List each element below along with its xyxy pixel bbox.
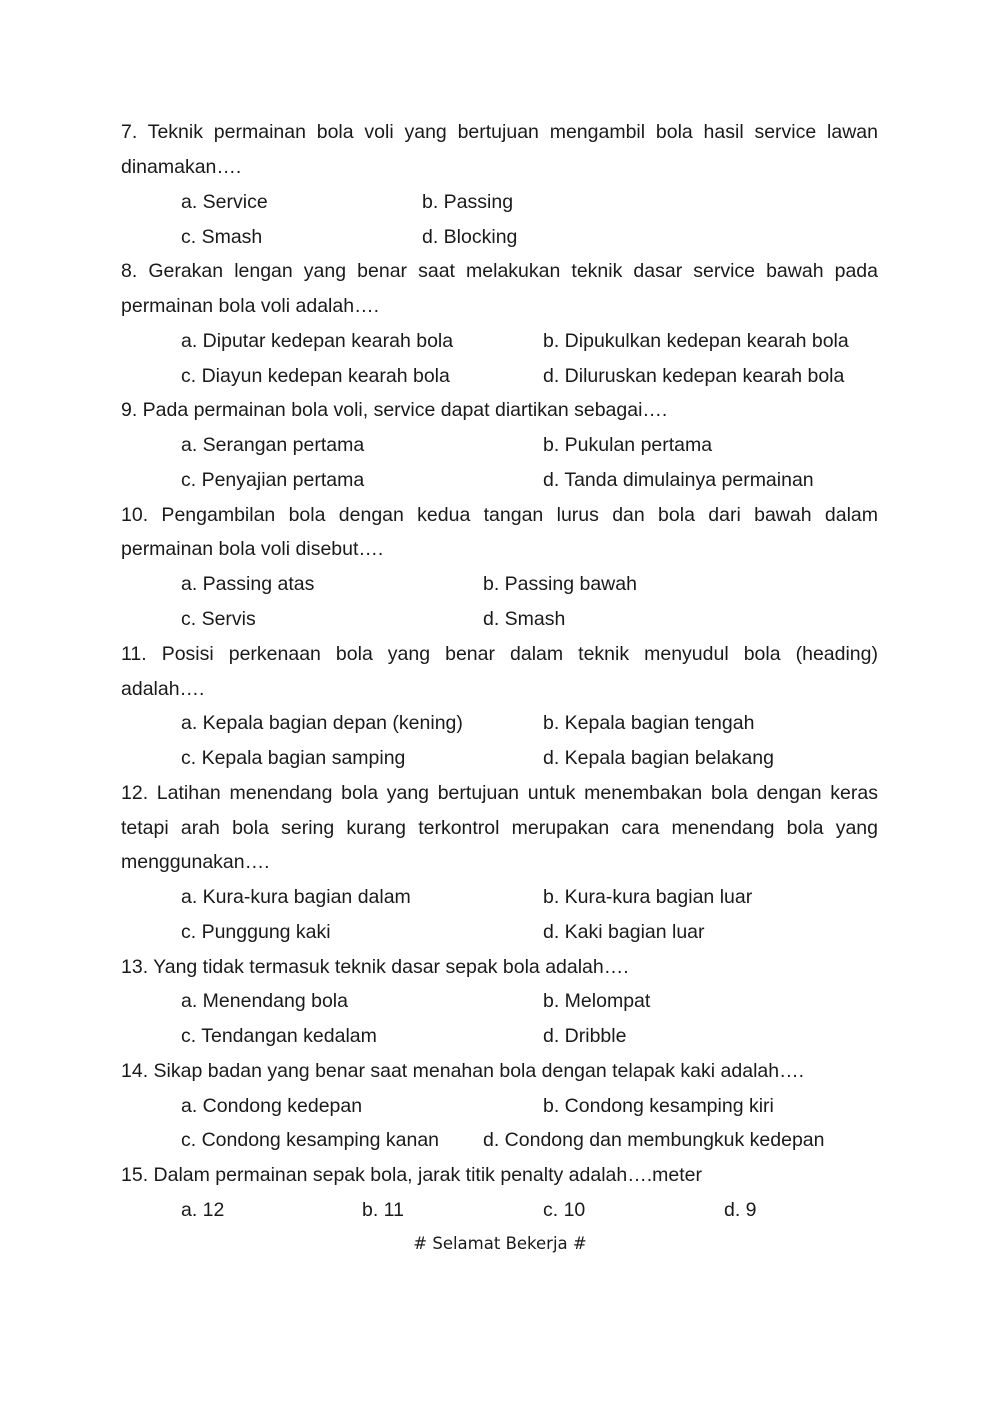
question-13-line-1: 13. Yang tidak termasuk teknik dasar sepak bola adalah…. [121,956,629,978]
question-10-line-2: permainan bola voli disebut…. [121,538,384,560]
question-12-option-d: d. Kaki bagian luar [543,921,705,943]
question-11-line-1: 11. Posisi perkenaan bola yang benar dalam teknik menyudul bola (heading) [121,643,878,665]
question-9-line-1: 9. Pada permainan bola voli, service dapat diartikan sebagai…. [121,399,668,421]
question-8-line-1: 8. Gerakan lengan yang benar saat melakukan teknik dasar service bawah pada [121,260,878,282]
question-10-option-d: d. Smash [483,608,566,630]
question-11-option-d: d. Kepala bagian belakang [543,747,774,769]
question-10-option-a: a. Passing atas [181,573,315,595]
question-12-option-a: a. Kura-kura bagian dalam [181,886,411,908]
question-10-option-c: c. Servis [181,608,256,630]
question-14-option-a: a. Condong kedepan [181,1095,363,1117]
question-15-option-c: c. 10 [543,1199,586,1221]
question-13-option-c: c. Tendangan kedalam [181,1025,377,1047]
question-8-option-d: d. Diluruskan kedepan kearah bola [543,365,845,387]
question-12-line-2: tetapi arah bola sering kurang terkontrol merupakan cara menendang bola yang [121,817,878,839]
question-9-option-b: b. Pukulan pertama [543,434,713,456]
footer-message: # Selamat Bekerja # [413,1234,587,1253]
question-15-line-1: 15. Dalam permainan sepak bola, jarak titik penalty adalah….meter [121,1164,702,1186]
question-13-option-b: b. Melompat [543,990,651,1012]
question-11-option-b: b. Kepala bagian tengah [543,712,755,734]
question-8-option-a: a. Diputar kedepan kearah bola [181,330,454,352]
question-15-option-d: d. 9 [724,1199,757,1221]
question-12-line-1: 12. Latihan menendang bola yang bertujuan untuk menembakan bola dengan keras [121,782,878,804]
question-11-line-2: adalah…. [121,678,205,700]
question-13-option-a: a. Menendang bola [181,990,348,1012]
question-7-option-d: d. Blocking [422,226,518,248]
question-15-option-b: b. 11 [362,1199,404,1221]
question-10-line-1: 10. Pengambilan bola dengan kedua tangan lurus dan bola dari bawah dalam [121,504,878,526]
question-10-option-b: b. Passing bawah [483,573,637,595]
question-12-line-3: menggunakan…. [121,851,270,873]
question-7-line-2: dinamakan…. [121,156,242,178]
question-12-option-c: c. Punggung kaki [181,921,331,943]
question-7-option-c: c. Smash [181,226,263,248]
question-8-line-2: permainan bola voli adalah…. [121,295,379,317]
question-14-option-c: c. Condong kesamping kanan [181,1129,440,1151]
question-11-option-a: a. Kepala bagian depan (kening) [181,712,463,734]
question-15-option-a: a. 12 [181,1199,225,1221]
question-9-option-d: d. Tanda dimulainya permainan [543,469,814,491]
question-9-option-c: c. Penyajian pertama [181,469,365,491]
question-14-option-d: d. Condong dan membungkuk kedepan [483,1129,825,1151]
question-14-line-1: 14. Sikap badan yang benar saat menahan bola dengan telapak kaki adalah…. [121,1060,805,1082]
question-14-option-b: b. Condong kesamping kiri [543,1095,774,1117]
question-8-option-c: c. Diayun kedepan kearah bola [181,365,450,387]
question-9-option-a: a. Serangan pertama [181,434,365,456]
question-13-option-d: d. Dribble [543,1025,627,1047]
question-7-option-b: b. Passing [422,191,514,213]
question-12-option-b: b. Kura-kura bagian luar [543,886,753,908]
question-7-line-1: 7. Teknik permainan bola voli yang bertujuan mengambil bola hasil service lawan [121,121,878,143]
question-7-option-a: a. Service [181,191,268,213]
question-11-option-c: c. Kepala bagian samping [181,747,406,769]
question-8-option-b: b. Dipukulkan kedepan kearah bola [543,330,849,352]
